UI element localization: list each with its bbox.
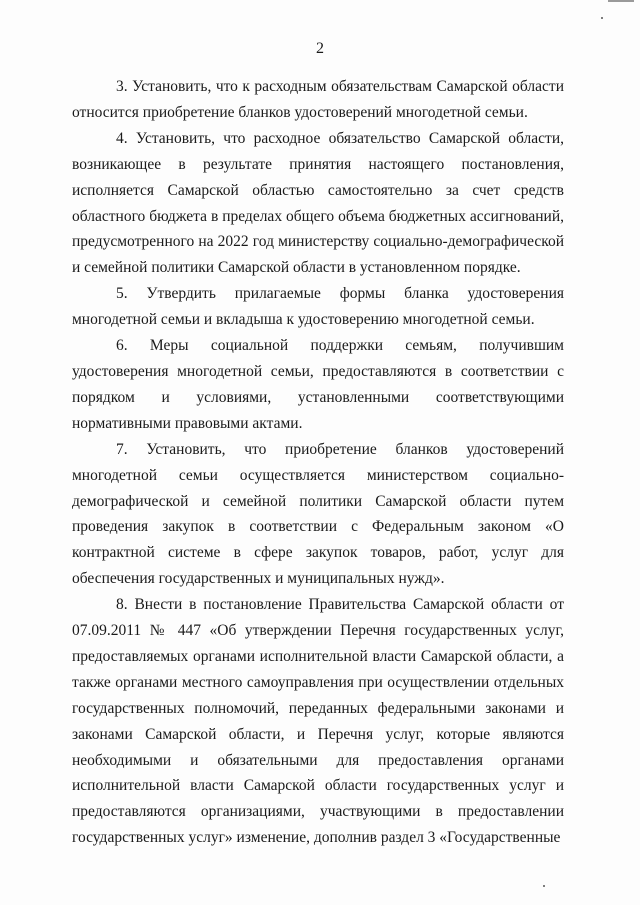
scan-speck bbox=[601, 17, 603, 19]
paragraph-4: 4. Установить, что расходное обязательство Самарской области, возникающее в результате принятия настоящего постановления, исполняется Самарской областью самостоятельно за счет средств областного бюджета в пределах общего объема бюджетных ассигнований, предусмотренного на 2022 год министерству социально-демографической и семейной политики Самарской области в установленном порядке. bbox=[72, 129, 564, 277]
page-number: 2 bbox=[316, 40, 324, 57]
paragraph-6: 6. Меры социальной поддержки семьям, получившим удостоверения многодетной семьи, предоставляются в соответствии с порядком и условиями, установленными соответствующими нормативными правовыми актами. bbox=[72, 337, 564, 432]
paragraph-5: 5. Утвердить прилагаемые формы бланка удостоверения многодетной семьи и вкладыша к удостоверению многодетной семьи. bbox=[72, 285, 564, 329]
scan-speck bbox=[543, 885, 545, 887]
paragraph-3: 3. Установить, что к расходным обязательствам Самарской области относится приобретение бланков удостоверений многодетной семьи. bbox=[72, 78, 564, 121]
paragraph-7: 7. Установить, что приобретение бланков удостоверений многодетной семьи осуществляется министерством социально-демографической и семейной политики Самарской области путем проведения закупок в соответствии с Федеральным законом «О контрактной системе в сфере закупок товаров, работ, услуг для обеспечения государственных и муниципальных нужд». bbox=[72, 440, 564, 588]
document-body bbox=[72, 74, 564, 851]
scan-edge-mark bbox=[608, 0, 634, 2]
paragraph-8: 8. Внести в постановление Правительства Самарской области от 07.09.2011 № 447 «Об утверждении Перечня государственных услуг, предоставляемых органами исполнительной власти Самарской области, а также органами местного самоуправления при осуществлении отдельных государственных полномочий, переданных федеральными законами и законами Самарской области, и Перечня услуг, которые являются необходимыми и обязательными для предоставления органами исполнительной власти Самарской области государственных услуг и предоставляются организациями, участвующими в предоставлении государственных услуг» изменение, дополнив раздел 3 «Государственные bbox=[72, 596, 564, 847]
